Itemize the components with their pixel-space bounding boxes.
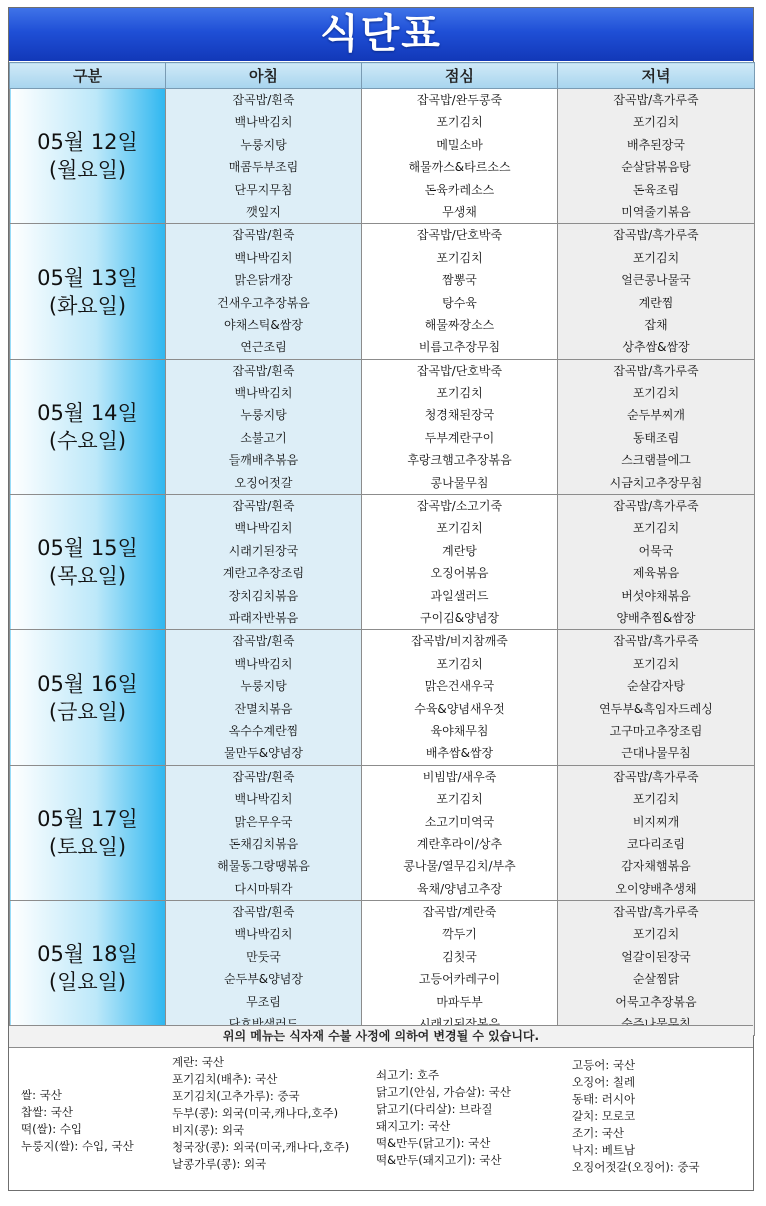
origin-column-meat (376, 1067, 511, 1169)
dinner-menu-list (558, 360, 754, 494)
breakfast-dish: 백나박김치 (234, 521, 293, 536)
dinner-dish: 잡곡밥/흑가루죽 (613, 363, 699, 378)
dinner-dish: 어묵국 (638, 543, 674, 558)
header-lunch: 점심 (362, 63, 558, 89)
lunch-dish: 후랑크햄고추장볶음 (407, 453, 512, 468)
lunch-cell (362, 495, 558, 630)
dinner-dish: 잡곡밥/흑가루죽 (613, 228, 699, 243)
dinner-dish: 잡곡밥/흑가루죽 (613, 769, 699, 784)
breakfast-dish: 잡곡밥/흰죽 (232, 228, 295, 243)
origin-line: 돼지고기: 국산 (376, 1119, 451, 1133)
origin-line: 갈치: 모로코 (572, 1109, 636, 1123)
change-notice: 위의 메뉴는 식자재 수불 사정에 의하여 변경될 수 있습니다. (9, 1025, 753, 1048)
breakfast-dish: 잡곡밥/흰죽 (232, 93, 295, 107)
weekday-label: (월요일) (48, 158, 127, 183)
breakfast-dish: 계란고추장조림 (222, 566, 305, 581)
lunch-menu-list (362, 630, 557, 764)
origin-line: 찹쌀: 국산 (21, 1105, 73, 1119)
breakfast-dish: 백나박김치 (234, 115, 293, 130)
origin-line: 조기: 국산 (572, 1126, 624, 1140)
dinner-dish: 동태조림 (632, 430, 680, 445)
dinner-dish: 얼큰콩나물국 (621, 273, 691, 288)
dinner-dish: 감자채햄볶음 (621, 859, 691, 874)
dinner-cell (558, 359, 755, 494)
lunch-dish: 잡곡밥/비지참깨죽 (411, 634, 508, 649)
date-label: 05월 14일 (37, 400, 138, 425)
dinner-dish: 포기김치 (632, 927, 680, 942)
lunch-dish: 돈육카레소스 (424, 182, 495, 197)
breakfast-dish: 맑은무우국 (234, 814, 293, 829)
dinner-menu-list (558, 224, 754, 358)
lunch-menu-list (362, 901, 557, 1035)
date-cell (10, 630, 166, 765)
dinner-dish: 순살닭볶음탕 (621, 160, 691, 175)
dinner-dish: 포기김치 (632, 115, 680, 130)
origin-line: 두부(콩): 외국(미국,캐나다,호주) (172, 1106, 339, 1120)
dinner-dish: 포기김치 (632, 792, 680, 807)
lunch-dish: 육야채무침 (430, 723, 489, 738)
lunch-dish: 배추쌈&쌈장 (425, 746, 494, 761)
weekday-label: (화요일) (48, 293, 127, 318)
breakfast-dish: 오징어젓갈 (234, 475, 293, 490)
lunch-dish: 콩나물/열무김치/부추 (403, 859, 516, 874)
breakfast-dish: 돈채김치볶음 (228, 836, 299, 851)
lunch-dish: 구이김&양념장 (420, 610, 499, 625)
origin-column-grains (21, 1087, 134, 1155)
lunch-dish: 잡곡밥/단호박죽 (416, 363, 503, 378)
breakfast-dish: 누룽지탕 (240, 408, 287, 423)
origin-line: 비지(콩): 외국 (172, 1123, 245, 1137)
menu-table (9, 62, 755, 1036)
breakfast-dish: 잡곡밥/흰죽 (232, 634, 295, 649)
breakfast-dish: 백나박김치 (234, 927, 293, 942)
breakfast-cell (166, 630, 362, 765)
breakfast-dish: 연근조림 (240, 340, 287, 355)
breakfast-menu-list (166, 901, 361, 1035)
origin-info (9, 1049, 753, 1189)
dinner-cell (558, 495, 755, 630)
lunch-cell (362, 359, 558, 494)
breakfast-dish: 옥수수계란찜 (228, 723, 299, 738)
lunch-dish: 계란후라이/상추 (416, 836, 503, 851)
lunch-dish: 깍두기 (442, 927, 477, 942)
header-row (10, 63, 755, 89)
dinner-dish: 순살감자탕 (627, 679, 685, 694)
dinner-dish: 근대나물무침 (621, 746, 691, 761)
weekday-label: (일요일) (48, 970, 127, 995)
origin-line: 누룽지(쌀): 수입, 국산 (21, 1139, 134, 1153)
date-cell (10, 359, 166, 494)
weekday-label: (토요일) (48, 834, 127, 859)
breakfast-dish: 단무지무침 (234, 182, 293, 197)
lunch-dish: 과일샐러드 (430, 588, 489, 603)
breakfast-dish: 시래기된장국 (228, 543, 299, 558)
lunch-cell (362, 89, 558, 224)
lunch-menu-list (362, 89, 557, 223)
weekday-label: (목요일) (48, 564, 127, 589)
dinner-dish: 잡곡밥/흑가루죽 (613, 93, 699, 107)
dinner-dish: 돈육조림 (632, 182, 680, 197)
breakfast-dish: 들깨배추볶음 (228, 453, 299, 468)
lunch-dish: 육채/양념고추장 (416, 881, 503, 896)
dinner-dish: 양배추찜&쌈장 (616, 610, 696, 625)
day-row (10, 495, 755, 630)
date-label: 05월 12일 (37, 130, 138, 155)
breakfast-menu-list (166, 766, 361, 900)
breakfast-dish: 누룽지탕 (240, 679, 287, 694)
breakfast-dish: 깻잎지 (246, 204, 281, 219)
origin-line: 고등어: 국산 (572, 1058, 636, 1072)
lunch-dish: 포기김치 (436, 792, 483, 807)
day-row (10, 89, 755, 224)
lunch-cell (362, 901, 558, 1036)
date-label: 05월 15일 (37, 536, 138, 561)
dinner-dish: 잡채 (644, 317, 668, 332)
breakfast-dish: 장치김치볶음 (228, 588, 299, 603)
origin-line: 떡&만두(돼지고기): 국산 (376, 1153, 502, 1167)
breakfast-dish: 백나박김치 (234, 792, 293, 807)
lunch-dish: 탕수육 (442, 295, 477, 310)
breakfast-cell (166, 495, 362, 630)
date-label: 05월 16일 (37, 671, 138, 696)
breakfast-dish: 누룽지탕 (240, 137, 287, 152)
header-category: 구분 (10, 63, 166, 89)
dinner-cell (558, 89, 755, 224)
dinner-cell (558, 630, 755, 765)
dinner-dish: 버섯야채볶음 (621, 588, 691, 603)
breakfast-dish: 다시마튀각 (234, 881, 293, 896)
origin-line: 청국장(콩): 외국(미국,캐나다,호주) (172, 1140, 350, 1154)
breakfast-dish: 잡곡밥/흰죽 (232, 905, 295, 920)
lunch-dish: 해물짜장소스 (424, 317, 495, 332)
breakfast-dish: 매콤두부조림 (228, 160, 299, 175)
dinner-dish: 시금치고추장무침 (609, 475, 703, 490)
date-label: 05월 13일 (37, 265, 138, 290)
lunch-dish: 오징어볶음 (430, 566, 489, 581)
weekday-label: (수요일) (48, 428, 127, 453)
lunch-cell (362, 765, 558, 900)
origin-column-produce (172, 1054, 349, 1173)
lunch-dish: 마파두부 (436, 994, 483, 1009)
breakfast-cell (166, 359, 362, 494)
lunch-dish: 잡곡밥/계란죽 (422, 905, 497, 920)
breakfast-dish: 잡곡밥/흰죽 (232, 769, 295, 784)
dinner-dish: 비지찌개 (632, 814, 680, 829)
origin-line: 떡(쌀): 수입 (21, 1122, 82, 1136)
dinner-menu-list (558, 495, 754, 629)
origin-line: 낙지: 베트남 (572, 1143, 636, 1157)
dinner-dish: 순두부찌개 (627, 408, 685, 423)
lunch-dish: 청경채된장국 (424, 408, 495, 423)
lunch-menu-list (362, 766, 557, 900)
dinner-dish: 상추쌈&쌈장 (622, 340, 690, 355)
lunch-dish: 잡곡밥/소고기죽 (416, 499, 503, 514)
date-cell (10, 89, 166, 224)
origin-line: 포기김치(배추): 국산 (172, 1072, 278, 1086)
header-breakfast: 아침 (166, 63, 362, 89)
lunch-dish: 잡곡밥/단호박죽 (416, 228, 503, 243)
origin-column-seafood (572, 1057, 700, 1176)
dinner-dish: 잡곡밥/흑가루죽 (613, 499, 699, 514)
lunch-dish: 소고기미역국 (424, 814, 495, 829)
breakfast-dish: 백나박김치 (234, 250, 293, 265)
dinner-dish: 잡곡밥/흑가루죽 (613, 905, 699, 920)
lunch-dish: 김칫국 (442, 949, 477, 964)
dinner-dish: 잡곡밥/흑가루죽 (613, 634, 699, 649)
breakfast-menu-list (166, 630, 361, 764)
breakfast-cell (166, 89, 362, 224)
day-row (10, 630, 755, 765)
date-cell (10, 901, 166, 1036)
breakfast-dish: 만둣국 (246, 949, 281, 964)
breakfast-menu-list (166, 495, 361, 629)
breakfast-dish: 잡곡밥/흰죽 (232, 363, 295, 378)
dinner-dish: 순살찜닭 (632, 972, 680, 987)
dinner-dish: 코다리조림 (627, 836, 685, 851)
breakfast-cell (166, 765, 362, 900)
breakfast-dish: 잡곡밥/흰죽 (232, 499, 295, 514)
day-row (10, 901, 755, 1036)
weekday-label: (금요일) (48, 699, 127, 724)
dinner-dish: 제육볶음 (632, 566, 680, 581)
dinner-dish: 계란찜 (638, 295, 674, 310)
dinner-dish: 미역줄기볶음 (621, 204, 691, 219)
dinner-dish: 어묵고추장볶음 (615, 994, 697, 1009)
breakfast-dish: 맑은닭개장 (234, 273, 293, 288)
lunch-menu-list (362, 224, 557, 358)
breakfast-dish: 무조림 (246, 994, 281, 1009)
lunch-dish: 포기김치 (436, 521, 483, 536)
origin-line: 동태: 러시아 (572, 1092, 636, 1106)
lunch-cell (362, 630, 558, 765)
breakfast-dish: 백나박김치 (234, 656, 293, 671)
dinner-dish: 포기김치 (632, 386, 680, 401)
menu-sheet (8, 7, 754, 1191)
lunch-dish: 맑은건새우국 (424, 679, 495, 694)
dinner-menu-list (558, 766, 754, 900)
dinner-dish: 포기김치 (632, 656, 680, 671)
breakfast-dish: 건새우고추장볶음 (217, 295, 310, 310)
lunch-dish: 잡곡밥/완두콩죽 (416, 93, 503, 107)
origin-line: 닭고기(안심, 가슴살): 국산 (376, 1085, 511, 1099)
origin-line: 쌀: 국산 (21, 1088, 62, 1102)
lunch-dish: 비빔밥/새우죽 (422, 769, 497, 784)
lunch-dish: 포기김치 (436, 250, 483, 265)
dinner-dish: 연두부&흑임자드레싱 (599, 701, 713, 716)
date-label: 05월 17일 (37, 806, 138, 831)
breakfast-dish: 야채스틱&쌈장 (224, 317, 303, 332)
lunch-dish: 포기김치 (436, 386, 483, 401)
lunch-dish: 두부계란구이 (424, 430, 495, 445)
lunch-dish: 고등어카레구이 (418, 972, 501, 987)
breakfast-menu-list (166, 224, 361, 358)
day-row (10, 765, 755, 900)
lunch-dish: 무생채 (442, 204, 477, 219)
breakfast-dish: 잔멸치볶음 (234, 701, 293, 716)
origin-line: 오징어: 칠레 (572, 1075, 636, 1089)
dinner-menu-list (558, 901, 754, 1035)
origin-line: 쇠고기: 호주 (376, 1068, 440, 1082)
date-cell (10, 765, 166, 900)
date-cell (10, 224, 166, 359)
breakfast-menu-list (166, 360, 361, 494)
day-row (10, 224, 755, 359)
breakfast-cell (166, 224, 362, 359)
origin-line: 닭고기(다리살): 브라질 (376, 1102, 493, 1116)
dinner-dish: 포기김치 (632, 250, 680, 265)
lunch-dish: 포기김치 (436, 656, 483, 671)
breakfast-dish: 물만두&양념장 (224, 746, 303, 761)
dinner-dish: 포기김치 (632, 521, 680, 536)
lunch-cell (362, 224, 558, 359)
date-cell (10, 495, 166, 630)
lunch-menu-list (362, 360, 557, 494)
dinner-cell (558, 901, 755, 1036)
origin-line: 떡&만두(닭고기): 국산 (376, 1136, 491, 1150)
breakfast-dish: 순두부&양념장 (224, 972, 303, 987)
breakfast-dish: 해물동그랑땡볶음 (217, 859, 310, 874)
dinner-cell (558, 765, 755, 900)
date-label: 05월 18일 (37, 942, 138, 967)
dinner-dish: 얼갈이된장국 (621, 949, 691, 964)
dinner-menu-list (558, 89, 754, 223)
dinner-dish: 오이양배추생채 (615, 881, 697, 896)
lunch-dish: 비름고추장무침 (418, 340, 501, 355)
breakfast-cell (166, 901, 362, 1036)
origin-line: 오징어젓갈(오징어): 중국 (572, 1160, 700, 1174)
header-dinner: 저녁 (558, 63, 755, 89)
page-title: 식단표 (9, 8, 753, 61)
dinner-dish: 스크램블에그 (621, 453, 691, 468)
day-row (10, 359, 755, 494)
origin-line: 포기김치(고추가루): 중국 (172, 1089, 300, 1103)
dinner-menu-list (558, 630, 754, 764)
origin-line: 날콩가루(콩): 외국 (172, 1157, 267, 1171)
lunch-dish: 계란탕 (442, 543, 477, 558)
lunch-dish: 메밀소바 (436, 137, 483, 152)
origin-line: 계란: 국산 (172, 1055, 224, 1069)
lunch-dish: 수육&양념새우젓 (414, 701, 505, 716)
breakfast-dish: 파래자반볶음 (228, 610, 299, 625)
breakfast-dish: 백나박김치 (234, 386, 293, 401)
lunch-menu-list (362, 495, 557, 629)
dinner-cell (558, 224, 755, 359)
breakfast-menu-list (166, 89, 361, 223)
dinner-dish: 고구마고추장조림 (609, 723, 703, 738)
lunch-dish: 콩나물무침 (430, 475, 489, 490)
breakfast-dish: 소불고기 (240, 430, 287, 445)
lunch-dish: 포기김치 (436, 115, 483, 130)
dinner-dish: 배추된장국 (627, 137, 685, 152)
lunch-dish: 짬뽕국 (442, 273, 477, 288)
lunch-dish: 해물까스&타르소스 (408, 160, 511, 175)
